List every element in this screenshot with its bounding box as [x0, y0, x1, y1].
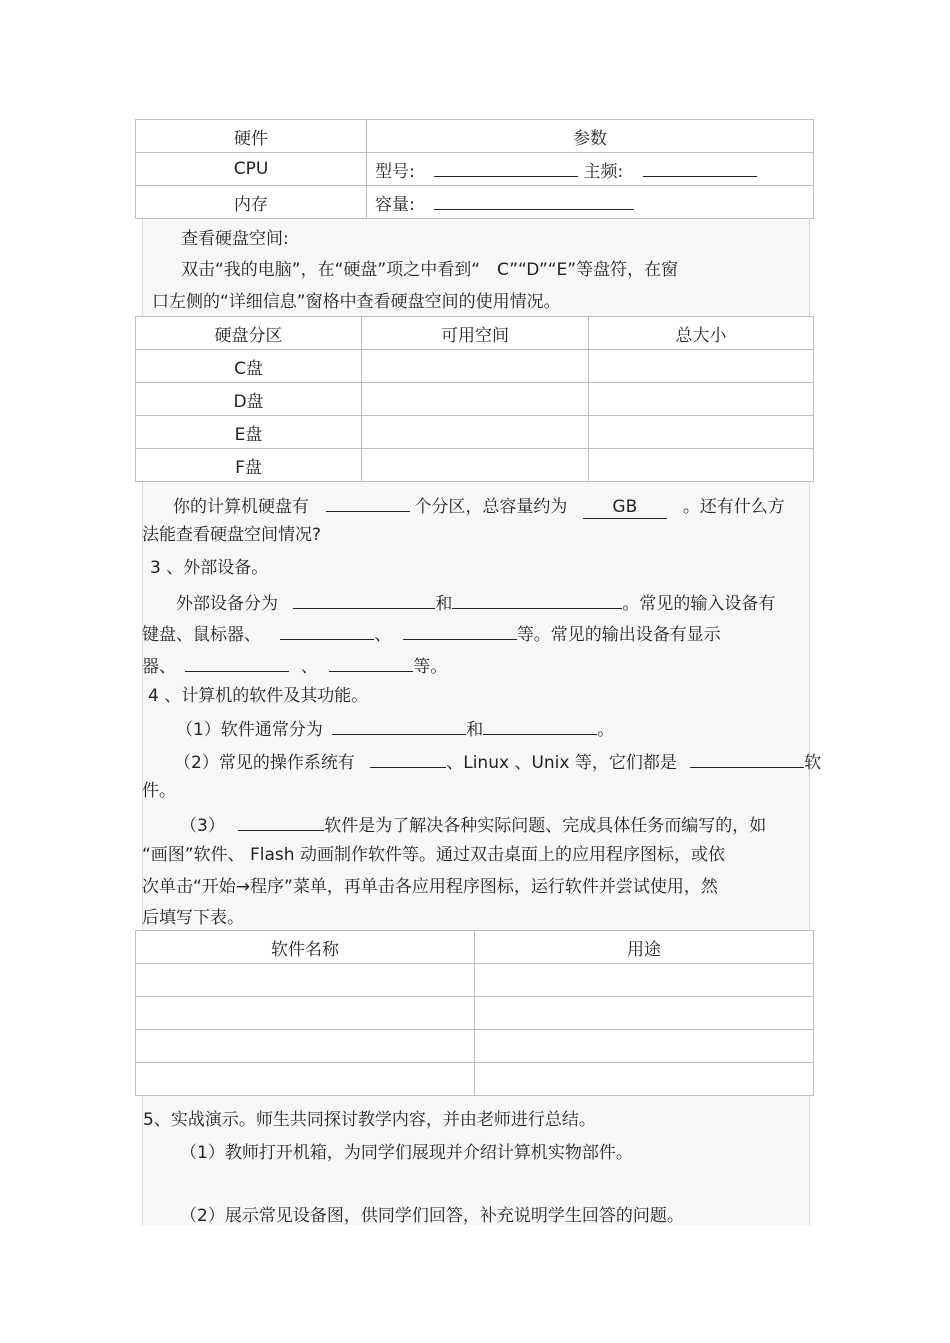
- disk-intro-line2: 口左侧的“详细信息”窗格中查看硬盘空间的使用情况。: [152, 292, 561, 312]
- section5-title: 5、实战演示。师生共同探讨教学内容，并由老师进行总结。: [143, 1110, 596, 1130]
- software-use-cell[interactable]: [475, 964, 814, 997]
- section3-text: 和: [435, 594, 453, 614]
- memory-capacity-label: 容量:: [375, 194, 415, 215]
- free-space-cell[interactable]: [362, 416, 589, 449]
- memory-label: 内存: [136, 186, 367, 219]
- section3-text: 等。: [413, 657, 448, 677]
- section4-q2-end: 件。: [142, 781, 176, 801]
- output-device-blank[interactable]: [329, 653, 413, 672]
- disk-question-text: 你的计算机硬盘有: [173, 497, 309, 517]
- section4-q3-line3: 次单击“开始→程序”菜单，再单击各应用程序图标，运行软件并尝试使用，然: [142, 877, 718, 897]
- software-type-blank[interactable]: [483, 716, 597, 735]
- section3-text: 外部设备分为: [176, 594, 278, 614]
- disk-question-text: 个分区，总容量约为: [414, 497, 568, 517]
- section3-text: 、: [300, 657, 318, 677]
- section3-line2: [142, 621, 721, 646]
- device-category-blank[interactable]: [293, 590, 435, 609]
- section4-q1: [176, 716, 614, 741]
- free-space-cell[interactable]: [362, 350, 589, 383]
- memory-params: [367, 186, 814, 219]
- total-size-cell[interactable]: [589, 350, 814, 383]
- free-space-cell[interactable]: [362, 449, 589, 482]
- partition-e: E盘: [136, 416, 362, 449]
- free-space-cell[interactable]: [362, 383, 589, 416]
- cpu-freq-label: 主频:: [583, 161, 624, 182]
- software-name-cell[interactable]: [136, 1030, 475, 1063]
- section3-line3: [142, 653, 447, 678]
- section4-title: 4 、计算机的软件及其功能。: [148, 686, 369, 706]
- hardware-table: [135, 119, 814, 219]
- os-blank[interactable]: [370, 749, 446, 768]
- input-device-blank[interactable]: [403, 621, 517, 640]
- disk-question-line2: 法能查看硬盘空间情况?: [142, 525, 322, 545]
- section4-text: 和: [466, 720, 484, 740]
- section4-text: （3）: [180, 816, 225, 836]
- total-size-header: 总大小: [589, 317, 814, 350]
- section4-text: 。: [597, 720, 615, 740]
- input-device-blank[interactable]: [280, 621, 374, 640]
- device-category-blank[interactable]: [452, 590, 622, 609]
- section3-text: 器、: [142, 657, 176, 677]
- section3-title: 3 、外部设备。: [150, 558, 269, 578]
- section4-text: （1）软件通常分为: [176, 720, 323, 740]
- software-name-cell[interactable]: [136, 997, 475, 1030]
- software-type-blank[interactable]: [332, 716, 466, 735]
- section3-text: 、: [374, 625, 392, 645]
- section3-line1: [176, 590, 775, 615]
- cpu-label: CPU: [136, 153, 367, 186]
- disk-question-text: 。还有什么方: [682, 497, 785, 517]
- section4-text: （2）常见的操作系统有: [174, 753, 355, 773]
- section4-text: 、Linux 、Unix 等，它们都是: [446, 753, 677, 773]
- software-use-header: 用途: [475, 931, 814, 964]
- params-header: 参数: [367, 120, 814, 153]
- cpu-model-blank[interactable]: [434, 158, 578, 177]
- section4-q3: [180, 812, 766, 837]
- section3-text: 等。常见的输出设备有显示: [516, 625, 721, 645]
- partition-d: D盘: [136, 383, 362, 416]
- disk-heading: 查看硬盘空间:: [181, 229, 289, 249]
- total-size-cell[interactable]: [589, 416, 814, 449]
- software-use-cell[interactable]: [475, 1063, 814, 1096]
- cpu-params: [367, 153, 814, 186]
- software-name-cell[interactable]: [136, 1063, 475, 1096]
- partition-c: C盘: [136, 350, 362, 383]
- total-size-cell[interactable]: [589, 449, 814, 482]
- section4-text: 软件是为了解决各种实际问题、完成具体任务而编写的，如: [324, 816, 767, 836]
- software-name-cell[interactable]: [136, 964, 475, 997]
- software-use-cell[interactable]: [475, 997, 814, 1030]
- software-kind-blank[interactable]: [690, 749, 804, 768]
- section4-q3-line2: “画图”软件、 Flash 动画制作软件等。通过双击桌面上的应用程序图标，或依: [142, 845, 725, 865]
- software-use-cell[interactable]: [475, 1030, 814, 1063]
- section3-text: 键盘、鼠标器、: [142, 625, 261, 645]
- section4-q3-line4: 后填写下表。: [142, 908, 244, 928]
- section4-text: 软: [804, 753, 822, 773]
- partition-f: F盘: [136, 449, 362, 482]
- partition-count-blank[interactable]: [326, 493, 410, 512]
- section3-text: 。常见的输入设备有: [622, 594, 776, 614]
- hardware-header: 硬件: [136, 120, 367, 153]
- capacity-blank[interactable]: GB: [583, 496, 667, 519]
- application-software-blank[interactable]: [238, 812, 324, 831]
- free-space-header: 可用空间: [362, 317, 589, 350]
- output-device-blank[interactable]: [185, 653, 289, 672]
- section4-q2: [174, 749, 821, 774]
- disk-question-line1: [173, 493, 785, 519]
- cpu-model-label: 型号:: [375, 161, 415, 182]
- software-name-header: 软件名称: [136, 931, 475, 964]
- section5-item1: （1）教师打开机箱，为同学们展现并介绍计算机实物部件。: [180, 1143, 633, 1163]
- section5-item2: （2）展示常见设备图，供同学们回答，补充说明学生回答的问题。: [180, 1206, 684, 1226]
- disk-table: [135, 316, 814, 482]
- memory-capacity-blank[interactable]: [434, 191, 634, 210]
- total-size-cell[interactable]: [589, 383, 814, 416]
- software-table: [135, 930, 814, 1096]
- cpu-freq-blank[interactable]: [643, 158, 757, 177]
- disk-intro-line1: 双击“我的电脑”，在“硬盘”项之中看到“ C”“D”“E”等盘符，在窗: [181, 260, 679, 280]
- partition-header: 硬盘分区: [136, 317, 362, 350]
